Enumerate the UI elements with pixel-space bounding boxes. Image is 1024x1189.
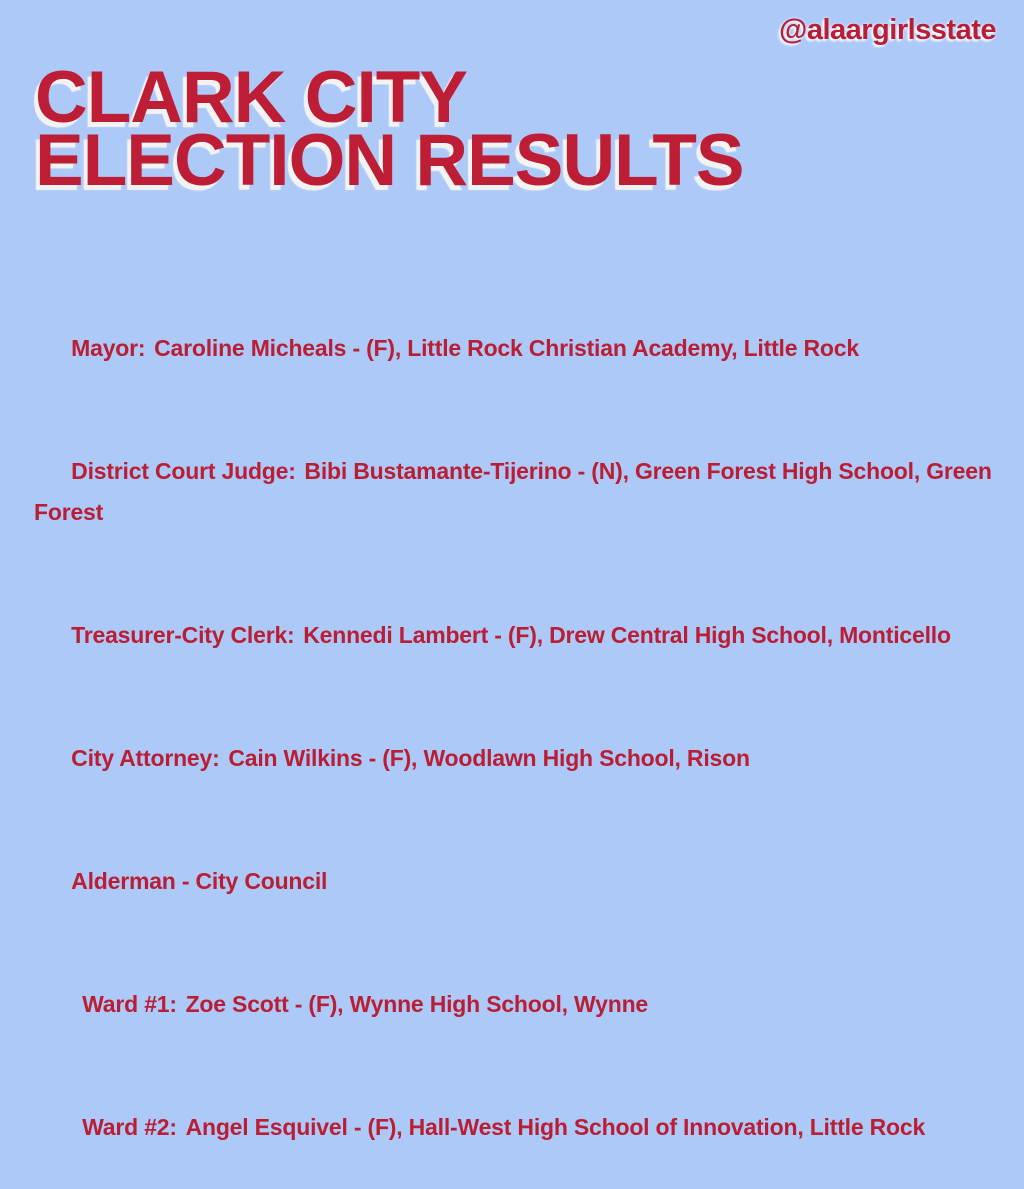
office-label: Ward #2: [82,1114,177,1140]
office-label: City Attorney: [71,745,220,771]
section-label: Alderman - City Council [71,868,328,894]
office-label: Mayor: [71,335,146,361]
office-label: District Court Judge: [71,458,296,484]
winner-text: Cain Wilkins - (F), Woodlawn High School, Rison [228,745,750,771]
page-title [35,57,744,201]
winner-text: Angel Esquivel - (F), Hall-West High School of Innovation, Little Rock [185,1114,926,1140]
social-handle: @alaargirlsstate [779,14,996,46]
result-row-treasurer-city-clerk [34,574,994,697]
page-title-line2: ELECTION RESULTS [35,120,744,201]
office-label: Ward #1: [82,991,177,1017]
results-list [34,287,998,1189]
result-section-alderman [34,820,994,943]
result-row-district-court-judge [34,410,998,574]
result-row-city-attorney [34,697,994,820]
result-row-mayor [34,287,994,410]
winner-text: Caroline Micheals - (F), Little Rock Christian Academy, Little Rock [154,335,859,361]
office-label: Treasurer-City Clerk: [71,622,295,648]
result-row-ward-1 [34,943,994,1066]
winner-text: Zoe Scott - (F), Wynne High School, Wynne [185,991,649,1017]
winner-text: Kennedi Lambert - (F), Drew Central High School, Monticello [303,622,951,648]
winner-text: Bibi Bustamante-Tijerino - (N), Green Forest High School, Green Forest [34,458,998,525]
page-title-line1: CLARK CITY [35,57,468,138]
result-row-ward-2 [34,1066,994,1189]
